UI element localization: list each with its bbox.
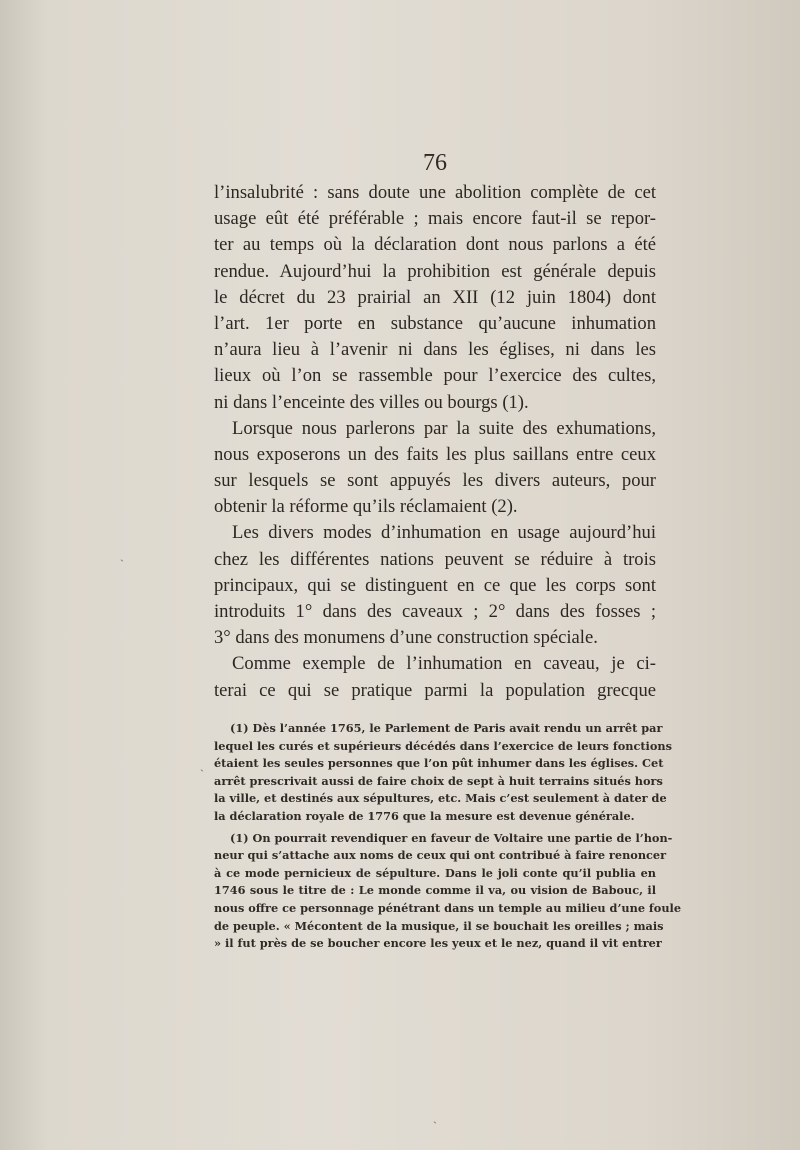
footnote-line: (1) On pourrait revendiquer en faveur de Voltaire une partie de l’hon- <box>230 830 673 845</box>
footnote-line: lequel les curés et supérieurs décédés dans l’exercice de leurs fonctions <box>214 738 672 753</box>
body-line: nous exposerons un des faits les plus saillans entre ceux <box>214 443 656 465</box>
body-line: ni dans l’enceinte des villes ou bourgs (1). <box>214 391 529 413</box>
body-line: le décret du 23 prairial an XII (12 juin 1804) dont <box>214 286 656 308</box>
body-line: usage eût été préférable ; mais encore faut-il se repor- <box>214 208 656 230</box>
footnote-line: » il fut près de se boucher encore les yeux et le nez, quand il vit entrer <box>214 936 662 951</box>
footnote-line: (1) Dès l’année 1765, le Parlement de Paris avait rendu un arrêt par <box>230 721 663 735</box>
footnote-line: nous offre ce personnage pénétrant dans un temple au milieu d’une foule <box>214 900 682 915</box>
margin-tick-mark: ˏ <box>120 548 124 562</box>
body-line: l’art. 1er porte en substance qu’aucune inhumation <box>214 312 656 334</box>
body-line: rendue. Aujourd’hui la prohibition est générale depuis <box>214 260 656 282</box>
footnote-line: la déclaration royale de 1776 que la mesure est devenue générale. <box>214 808 635 823</box>
footnote-line: la ville, et destinés aux sépultures, etc. Mais c’est seulement à dater de <box>214 791 667 806</box>
body-line: Lorsque nous parlerons par la suite des exhumations, <box>232 417 656 439</box>
footnote-line: de peuple. « Mécontent de la musique, il se bouchait les oreilles ; mais <box>214 918 664 933</box>
footnote-line: 1746 sous le titre de : Le monde comme il va, ou vision de Babouc, il <box>214 883 656 898</box>
body-line: sur lesquels se sont appuyés les divers auteurs, pour <box>214 470 656 492</box>
footnote-line: à ce mode pernicieux de sépulture. Dans le joli conte qu’il publia en <box>214 865 656 880</box>
body-line: introduits 1° dans des caveaux ; 2° dans des fosses ; <box>214 601 656 622</box>
body-line: Les divers modes d’inhumation en usage aujourd’hui <box>232 522 656 544</box>
footnote-line: étaient les seules personnes que l’on pût inhumer dans les églises. Cet <box>214 756 664 771</box>
body-line: l’insalubrité : sans doute une abolition complète de cet <box>214 182 656 203</box>
main-text-block <box>214 180 656 704</box>
body-line: ter au temps où la déclaration dont nous parlons a été <box>214 234 656 256</box>
body-line: Comme exemple de l’inhumation en caveau, je ci- <box>232 653 656 675</box>
body-line: chez les différentes nations peuvent se réduire à trois <box>214 548 656 570</box>
body-line: lieux où l’on se rassemble pour l’exercice des cultes, <box>214 365 656 387</box>
margin-tick-mark: ˏ <box>200 758 204 772</box>
body-line: principaux, qui se distinguent en ce que les corps sont <box>214 574 656 596</box>
body-line: 3° dans des monumens d’une construction spéciale. <box>214 627 598 649</box>
body-line: terai ce qui se pratique parmi la population grecque <box>214 679 656 701</box>
margin-tick-mark: ˏ <box>433 1110 437 1124</box>
body-line: n’aura lieu à l’avenir ni dans les églises, ni dans les <box>214 339 656 361</box>
body-line: obtenir la réforme qu’ils réclamaient (2). <box>214 496 518 518</box>
page-number: 76 <box>423 150 447 176</box>
footnote-line: neur qui s’attache aux noms de ceux qui ont contribué à faire renoncer <box>214 848 667 863</box>
footnotes-block <box>214 720 682 953</box>
footnote-line: arrêt prescrivait aussi de faire choix de sept à huit terrains situés hors <box>214 773 663 788</box>
